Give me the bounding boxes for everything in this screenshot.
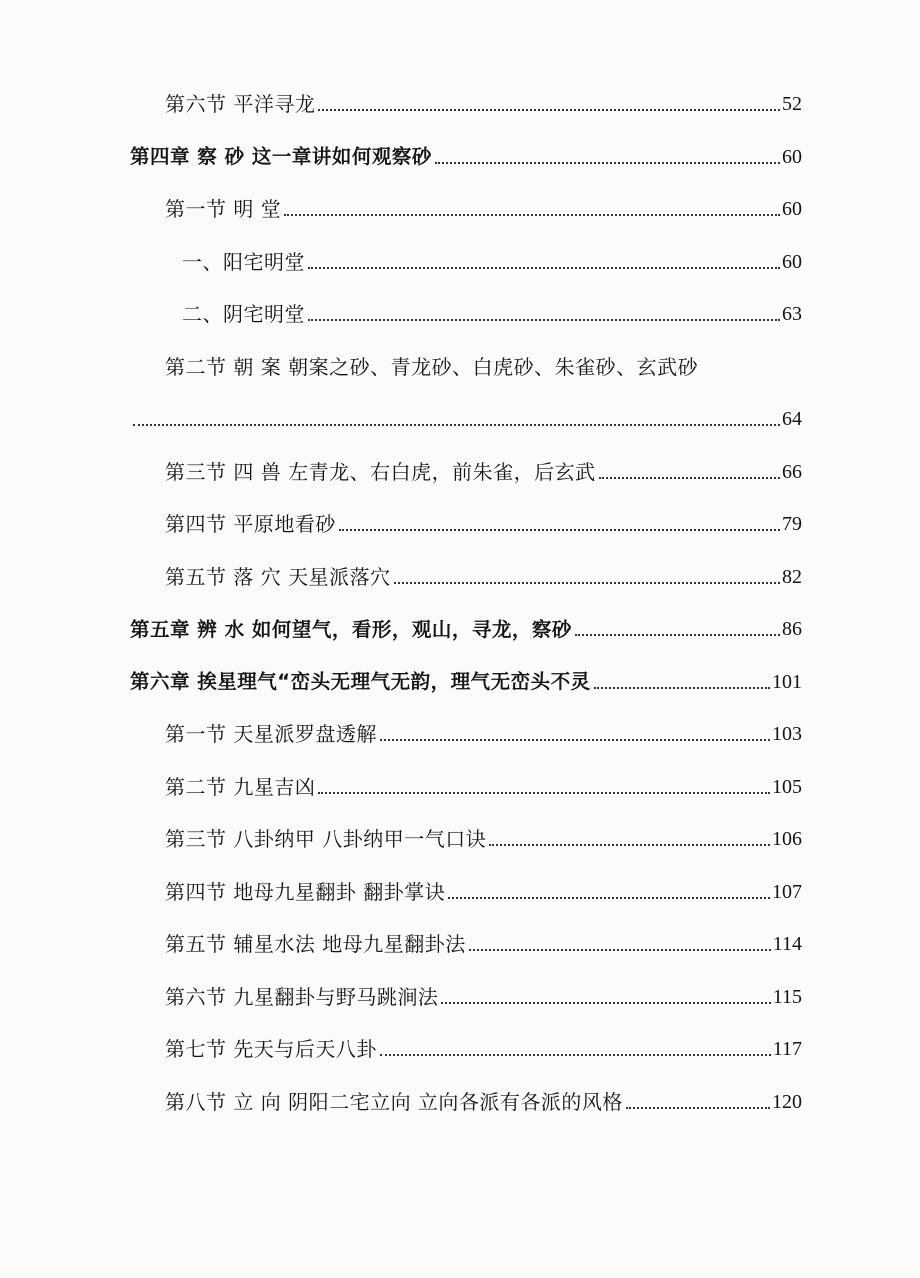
toc-entry bbox=[0, 498, 920, 551]
toc-entry bbox=[0, 918, 920, 971]
dot-leader bbox=[394, 582, 780, 584]
dot-leader bbox=[133, 424, 780, 426]
toc-entry-page: 107 bbox=[772, 880, 802, 903]
toc-entry-page: 105 bbox=[772, 775, 802, 798]
dot-leader bbox=[435, 162, 780, 164]
toc-chapter bbox=[0, 603, 920, 656]
toc-entry-page: 86 bbox=[782, 618, 802, 641]
toc-entry-page: 120 bbox=[772, 1090, 802, 1113]
dot-leader bbox=[284, 214, 780, 216]
toc-entry bbox=[0, 761, 920, 814]
toc-subentry bbox=[0, 236, 920, 289]
toc-chapter bbox=[0, 131, 920, 184]
toc-entry-title: 第六章 挨星理气“峦头无理气无韵，理气无峦头不灵 bbox=[130, 670, 591, 693]
toc-entry-page: 60 bbox=[782, 250, 802, 273]
dot-leader bbox=[599, 477, 780, 479]
toc-entry-page: 115 bbox=[772, 985, 802, 1008]
toc-entry bbox=[0, 78, 920, 131]
toc-entry-title: 第三节 四 兽 左青龙、右白虎，前朱雀，后玄武 bbox=[165, 459, 596, 484]
toc-entry-title: 二、阴宅明堂 bbox=[182, 302, 305, 327]
toc-entry-page: 101 bbox=[772, 670, 802, 693]
toc-entry-title: 第六节 平洋寻龙 bbox=[165, 92, 316, 117]
toc-entry bbox=[0, 813, 920, 866]
dot-leader bbox=[318, 792, 770, 794]
toc-entry-page: 106 bbox=[772, 828, 802, 851]
toc-entry bbox=[0, 866, 920, 919]
toc-entry-title: 第五节 落 穴 天星派落穴 bbox=[165, 564, 391, 589]
toc-entry-title: 第四章 察 砂 这一章讲如何观察砂 bbox=[130, 145, 432, 168]
toc-entry bbox=[0, 341, 920, 446]
toc-entry-title: 第一节 天星派罗盘透解 bbox=[165, 722, 377, 747]
toc-entry bbox=[0, 446, 920, 499]
toc-entry-title: 第四节 地母九星翻卦 翻卦掌诀 bbox=[165, 879, 446, 904]
toc-entry-page: 60 bbox=[782, 198, 802, 221]
dot-leader bbox=[489, 844, 770, 846]
toc-entry-page: 79 bbox=[782, 513, 802, 536]
table-of-contents bbox=[0, 78, 920, 1128]
toc-entry-title: 第四节 平原地看砂 bbox=[165, 512, 336, 537]
toc-entry bbox=[0, 183, 920, 236]
toc-entry-title: 第六节 九星翻卦与野马跳涧法 bbox=[165, 984, 439, 1009]
toc-entry-page: 63 bbox=[782, 303, 802, 326]
dot-leader bbox=[380, 1054, 771, 1056]
toc-entry-page: 60 bbox=[782, 145, 802, 168]
toc-entry-title: 第五章 辨 水 如何望气，看形，观山，寻龙，察砂 bbox=[130, 617, 572, 641]
toc-entry-title: 第二节 朝 案 朝案之砂、青龙砂、白虎砂、朱雀砂、玄武砂 bbox=[165, 354, 699, 379]
dot-leader bbox=[441, 1002, 770, 1004]
toc-entry bbox=[0, 1076, 920, 1129]
toc-entry-page: 52 bbox=[782, 93, 802, 116]
toc-entry-continuation bbox=[130, 393, 802, 446]
dot-leader bbox=[448, 897, 770, 899]
toc-entry-title: 第三节 八卦纳甲 八卦纳甲一气口诀 bbox=[165, 827, 487, 852]
dot-leader bbox=[594, 687, 770, 689]
dot-leader bbox=[339, 529, 780, 531]
toc-entry-page: 82 bbox=[782, 565, 802, 588]
dot-leader bbox=[380, 739, 770, 741]
toc-entry-page: 114 bbox=[772, 933, 802, 956]
dot-leader bbox=[469, 949, 771, 951]
toc-chapter bbox=[0, 656, 920, 709]
toc-subentry bbox=[0, 288, 920, 341]
toc-entry-title: 第二节 九星吉凶 bbox=[165, 774, 316, 799]
toc-entry-page: 66 bbox=[782, 460, 802, 483]
dot-leader bbox=[308, 319, 780, 321]
toc-entry bbox=[0, 551, 920, 604]
toc-entry bbox=[0, 971, 920, 1024]
dot-leader bbox=[308, 267, 780, 269]
dot-leader bbox=[626, 1107, 770, 1109]
toc-entry-title: 第八节 立 向 阴阳二宅立向 立向各派有各派的风格 bbox=[165, 1089, 623, 1114]
dot-leader bbox=[575, 634, 780, 636]
toc-entry-page: 103 bbox=[772, 723, 802, 746]
toc-entry-page: 117 bbox=[772, 1038, 802, 1061]
toc-entry bbox=[0, 708, 920, 761]
toc-entry-page: 64 bbox=[782, 408, 802, 431]
toc-entry-title: 第五节 辅星水法 地母九星翻卦法 bbox=[165, 932, 466, 957]
toc-entry-title: 第一节 明 堂 bbox=[165, 197, 282, 222]
toc-entry-title: 一、阳宅明堂 bbox=[182, 249, 305, 274]
dot-leader bbox=[318, 109, 780, 111]
toc-entry-title: 第七节 先天与后天八卦 bbox=[165, 1037, 377, 1062]
toc-entry bbox=[0, 1023, 920, 1076]
